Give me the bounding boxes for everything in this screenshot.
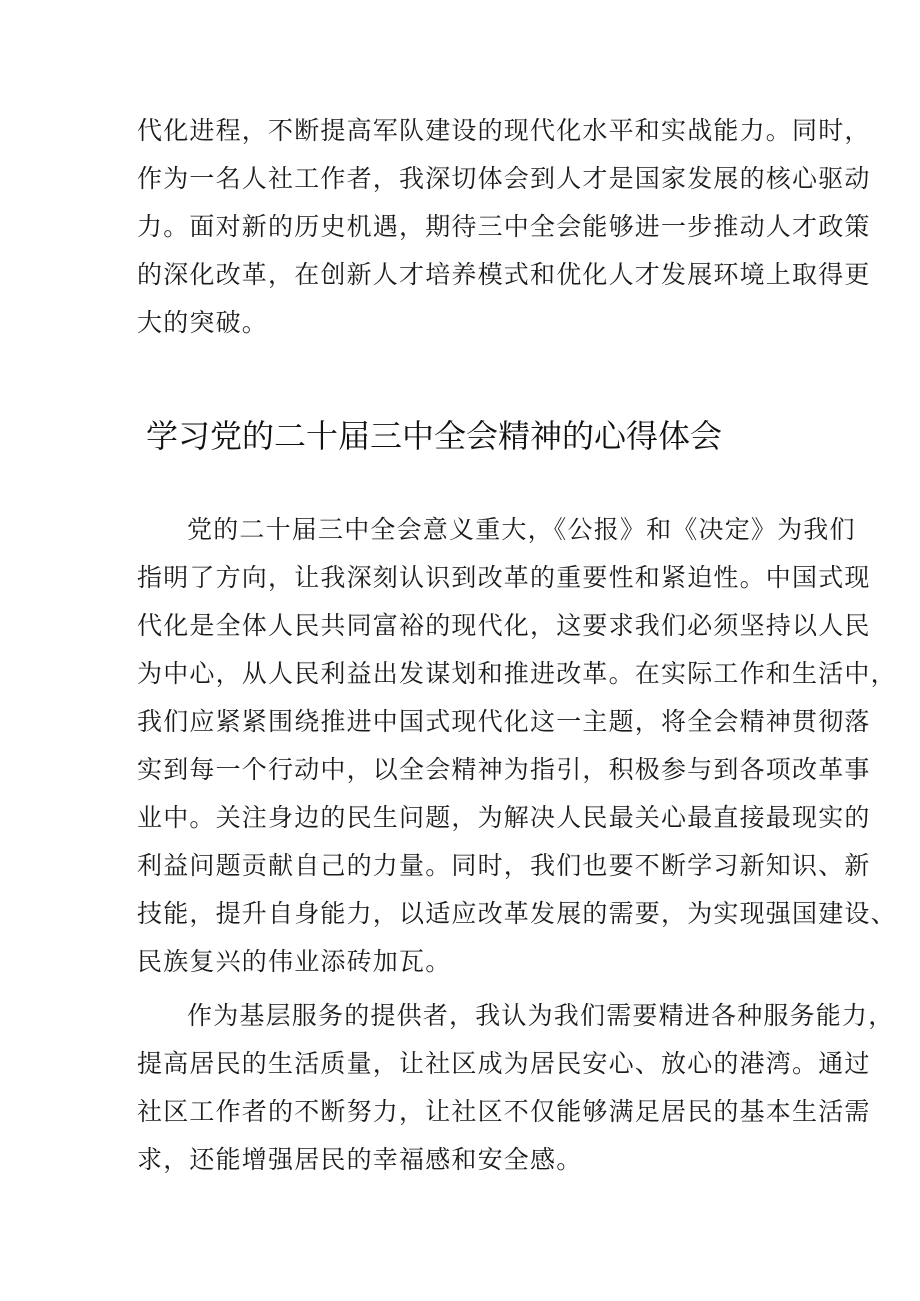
paragraph-line: 代化是全体人民共同富裕的现代化，这要求我们必须坚持以人民 [137,611,871,640]
paragraph-line: 求，还能增强居民的幸福感和安全感。 [137,1145,583,1174]
paragraph-line: 社区工作者的不断努力，让社区不仅能够满足居民的基本生活需 [137,1097,871,1126]
continuation-line: 作为一名人社工作者，我深切体会到人才是国家发展的核心驱动 [137,164,871,193]
continuation-line: 大的突破。 [137,308,269,337]
paragraph-line: 业中。关注身边的民生问题，为解决人民最关心最直接最现实的 [137,803,871,832]
paragraph-line: 作为基层服务的提供者，我认为我们需要精进各种服务能力， [187,1001,895,1030]
paragraph-line: 技能，提升自身能力，以适应改革发展的需要，为实现强国建设、 [137,899,897,928]
paragraph-line: 利益问题贡献自己的力量。同时，我们也要不断学习新知识、新 [137,851,871,880]
paragraph-line: 实到每一个行动中，以全会精神为指引，积极参与到各项改革事 [137,755,871,784]
paragraph-line: 党的二十届三中全会意义重大，《公报》和《决定》为我们 [187,515,856,544]
paragraph-line: 民族复兴的伟业添砖加瓦。 [137,947,452,976]
continuation-line: 力。面对新的历史机遇，期待三中全会能够进一步推动人才政策 [137,212,871,241]
article-title: 学习党的二十届三中全会精神的心得体会 [146,417,723,455]
paragraph-line: 指明了方向，让我深刻认识到改革的重要性和紧迫性。中国式现 [137,563,871,592]
paragraph-line: 我们应紧紧围绕推进中国式现代化这一主题，将全会精神贯彻落 [137,707,871,736]
continuation-line: 代化进程，不断提高军队建设的现代化水平和实战能力。同时， [137,116,871,145]
continuation-line: 的深化改革，在创新人才培养模式和优化人才发展环境上取得更 [137,260,871,289]
paragraph-line: 提高居民的生活质量，让社区成为居民安心、放心的港湾。通过 [137,1049,871,1078]
paragraph-line: 为中心，从人民利益出发谋划和推进改革。在实际工作和生活中， [137,659,897,688]
